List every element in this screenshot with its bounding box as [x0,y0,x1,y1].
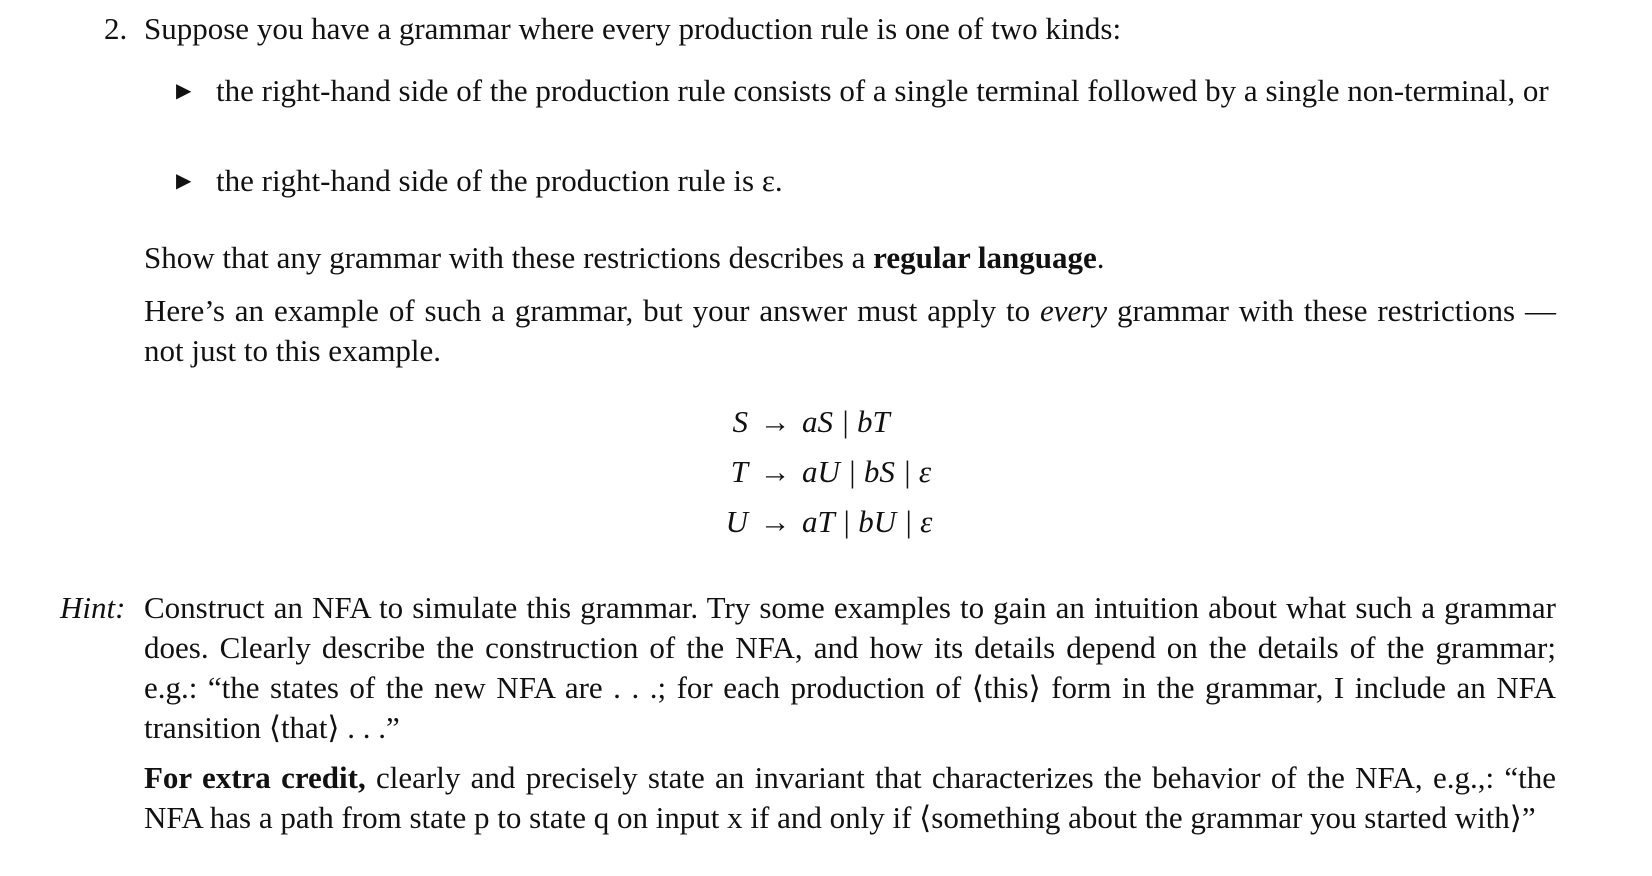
show-statement-text: Show that any grammar with these restrictions describes a [144,240,874,275]
show-statement-end: . [1096,240,1105,275]
hint-label: Hint: [60,590,126,625]
extra-credit [144,758,1556,838]
example-statement-text: Here’s an example of such a grammar, but your answer must apply to [144,293,1040,328]
grammar-rule [700,397,1000,447]
extra-credit-text: clearly and precisely state an invariant that characterizes the behavior of the NFA, e.g.,: “the NFA has a path from state p to state q on input x if and only if ⟨something about the grammar you started with⟩” [144,760,1556,835]
grammar-rule-rhs: aT | bU | ε [802,504,933,539]
example-grammar [700,397,1000,547]
bullet-item-epsilon: the right-hand side of the production rule is ε. [216,163,783,198]
every-emphasis: every [1040,293,1108,328]
example-statement-end: grammar with these restrictions — not just to this example. [144,293,1556,368]
extra-credit-label: For extra credit, [144,760,366,795]
arrow-icon: → [759,404,791,439]
grammar-rule [700,447,1000,497]
grammar-rule-lhs: T [730,454,748,489]
arrow-icon: → [759,454,791,489]
grammar-rule [700,497,1000,547]
bullet-marker-icon: ▶ [176,80,192,102]
grammar-rule-lhs: S [732,404,748,439]
grammar-rule-rhs: aU | bS | ε [802,454,932,489]
regular-language-term: regular language [873,240,1097,275]
arrow-icon: → [759,504,791,539]
hint-text: Construct an NFA to simulate this grammar. Try some examples to gain an intuition about what such a grammar does. Clearly describe the construction of the NFA, and how its details depend on the details of the grammar; e.g.: “the states of the new NFA are . . .; for each production of ⟨this⟩ form in the grammar, I include an NFA transition ⟨that⟩ . . .” [144,590,1556,745]
show-statement [144,238,1556,278]
problem-number: 2. [104,11,128,46]
bullet-item-terminal-nonterminal: the right-hand side of the production rule consists of a single terminal followed by a single non-terminal, or [216,73,1549,108]
grammar-rule-rhs: aS | bT [802,404,890,439]
grammar-rule-lhs: U [725,504,748,539]
problem-intro: Suppose you have a grammar where every production rule is one of two kinds: [144,11,1122,46]
example-statement [144,291,1556,371]
bullet-marker-icon: ▶ [176,170,192,192]
